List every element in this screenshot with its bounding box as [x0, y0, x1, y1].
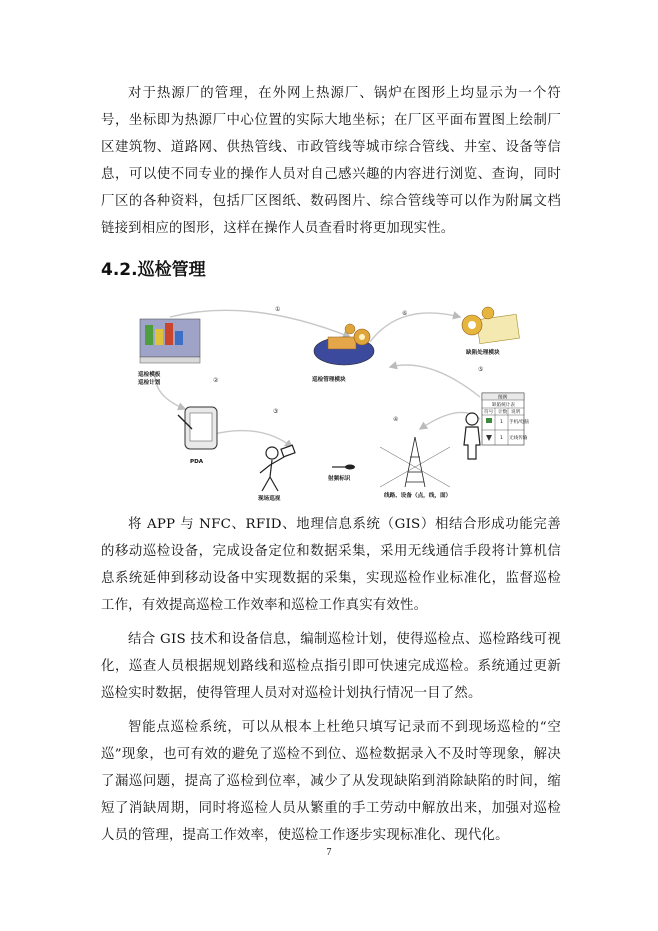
label-management: 巡检管理模块: [312, 377, 346, 383]
tower-icon: [380, 437, 451, 500]
legend-title: 图例: [498, 395, 508, 401]
legend-header-desc: 说明: [511, 410, 521, 415]
step-5: ⑤: [478, 366, 484, 373]
legend-row2-count: 1: [500, 436, 503, 441]
step-4: ④: [393, 416, 399, 423]
label-tower: 线路、设备（点，线，面）: [384, 493, 452, 499]
legend-subtitle: 缺陷统计表: [492, 403, 515, 408]
legend-row2-desc: 无线传输: [509, 436, 528, 441]
field-patrol-icon: [257, 445, 295, 502]
legend-header-symbol: 符号: [484, 410, 494, 415]
legend-header-count: 计数: [498, 410, 508, 415]
legend-row1-count: 1: [500, 420, 503, 425]
inspection-diagram: [100, 297, 560, 503]
management-module-icon: [311, 324, 374, 383]
defect-module-icon: [462, 307, 519, 356]
legend-symbol-phone: [486, 418, 492, 423]
arrow-6: [370, 313, 460, 342]
legend-row1-desc: 手机/电脑: [509, 420, 529, 425]
operator-person-icon: [464, 413, 480, 459]
page-number: 7: [326, 847, 332, 858]
step-6: ⑥: [402, 310, 408, 317]
label-plan-2: 巡检计划: [138, 380, 161, 386]
paragraph-gis-plan: 结合 GIS 技术和设备信息，编制巡检计划，使得巡检点、巡检路线可视化，巡查人员根据规划路线和巡检点指引即可快速完成巡检。系统通过更新巡检实时数据，使得管理人员对对巡检计划执行情况一目了然。: [101, 632, 561, 701]
paragraph-smart-inspection: 智能点巡检系统，可以从根本上杜绝只填写记录而不到现场巡检的“空巡”现象，也可有效的避免了巡检不到位、巡检数据录入不及时等现象，解决了漏巡问题，提高了巡检到位率，减少了从发现缺陷到消除缺陷的时间，缩短了消缺周期，同时将巡检人员从繁重的手工劳动中解放出来，加强对巡检人员的管理，提高工作效率，使巡检工作逐步实现标准化、现代化。: [101, 720, 561, 843]
label-tag: 射频标识: [328, 476, 351, 482]
label-plan-1: 巡检模板: [138, 372, 161, 378]
arrow-5: [390, 365, 480, 397]
paragraph-heat-source: 对于热源厂的管理，在外网上热源厂、锅炉在图形上均显示为一个符号，坐标即为热源厂中心位置的实际大地坐标；在厂区平面布置图上绘制厂区建筑物、道路网、供热管线、市政管线等城市综合管线、井室、设备等信息，可以使不同专业的操作人员对自己感兴趣的内容进行浏览、查询，同时厂区的各种资料，包括厂区图纸、数码图片、综合管线等可以作为附属文档链接到相应的图形，这样在操作人员查看时将更加现实性。: [101, 86, 561, 236]
arrow-3: [210, 431, 292, 447]
paragraph-mobile-inspection: 将 APP 与 NFC、RFID、地理信息系统（GIS）相结合形成功能完善的移动巡检设备，完成设备定位和数据采集，采用无线通信手段将计算机信息系统延伸到移动设备中实现数据的采集，实现巡检作业标准化，监督巡检工作，有效提高巡检工作效率和巡检工作真实有效性。: [101, 517, 561, 613]
label-defect: 缺陷处理模块: [466, 350, 500, 356]
label-field: 现场巡视: [258, 496, 281, 502]
label-pda: PDA: [190, 459, 204, 465]
pda-icon: [178, 407, 217, 465]
step-1: ①: [275, 306, 281, 313]
rf-tag-icon: [328, 465, 355, 483]
section-heading: 4.2.巡检管理: [101, 260, 206, 280]
plan-template-icon: [137, 319, 200, 386]
legend-table: [482, 393, 529, 445]
inspection-flow-svg: [100, 297, 560, 503]
step-3: ③: [273, 408, 279, 415]
step-2: ②: [213, 377, 219, 384]
